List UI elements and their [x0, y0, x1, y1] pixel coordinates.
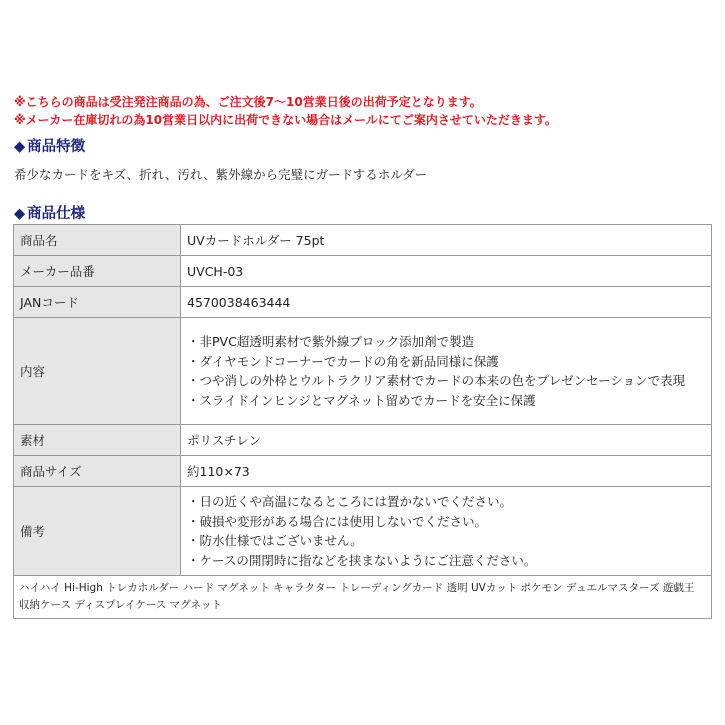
feature-heading [14, 137, 85, 157]
spec-value-jan-code: 4570038463444 [181, 287, 712, 318]
spec-label-jan-code: JANコード [14, 287, 181, 318]
feature-heading-text: 商品特徴 [27, 139, 86, 155]
contents-line: ・つや消しの外枠とウルトラクリア素材でカードの本来の色をプレゼンセーションで表現 [187, 373, 686, 388]
spec-heading [14, 204, 85, 224]
spec-heading-text: 商品仕様 [27, 206, 86, 222]
spec-label-contents: 内容 [14, 318, 181, 425]
table-row [14, 456, 712, 487]
table-row [14, 225, 712, 256]
order-notice [14, 93, 714, 129]
table-row [14, 425, 712, 456]
table-row [14, 287, 712, 318]
spec-value-contents [181, 318, 712, 425]
contents-line: ・スライドインヒンジとマグネット留めでカードを安全に保護 [187, 392, 536, 408]
contents-line: ・ダイヤモンドコーナーでカードの角を新品同様に保護 [187, 353, 499, 369]
table-row [14, 576, 712, 619]
feature-description: 希少なカードをキズ、折れ、汚れ、紫外線から完璧にガードするホルダー [14, 167, 428, 182]
table-row [14, 318, 712, 425]
spec-label-size: 商品サイズ [14, 456, 181, 487]
spec-table [13, 224, 712, 619]
spec-value-size: 約110×73 [181, 456, 712, 487]
spec-label-model-number: メーカー品番 [14, 256, 181, 287]
spec-label-notes: 備考 [14, 487, 181, 576]
search-keywords: ハイハイ Hi-High トレカホルダー ハード マグネット キャラクター トレーディングカード 透明 UVカット ポケモン デュエルマスターズ 遊戯王 収納ケース ディスプレイケース マグネット [14, 576, 712, 619]
spec-value-model-number: UVCH-03 [181, 256, 712, 287]
notice-line-1: ※こちらの商品は受注発注商品の為、ご注文後7～10営業日後の出荷予定となります。 [14, 95, 482, 109]
table-row [14, 487, 712, 576]
spec-value-product-name: UVカードホルダー 75pt [181, 225, 712, 256]
contents-line: ・非PVC超透明素材で紫外線ブロック添加剤で製造 [187, 334, 475, 349]
notice-line-2: ※メーカー在庫切れの為10営業日以内に出荷できない場合はメールにてご案内させていただきます。 [14, 113, 557, 127]
notes-line: ・日の近くや高温になるところには置かないでください。 [187, 494, 513, 509]
diamond-icon: ◆ [14, 206, 26, 222]
table-row [14, 256, 712, 287]
spec-label-product-name: 商品名 [14, 225, 181, 256]
spec-value-material: ポリスチレン [181, 425, 712, 456]
notes-line: ・防水仕様ではございません。 [187, 533, 363, 548]
spec-value-notes [181, 487, 712, 576]
spec-label-material: 素材 [14, 425, 181, 456]
notes-line: ・ケースの開閉時に指などを挟まないようにご注意ください。 [187, 552, 537, 568]
notes-line: ・破損や変形がある場合には使用しないでください。 [187, 513, 488, 529]
diamond-icon: ◆ [14, 139, 26, 155]
